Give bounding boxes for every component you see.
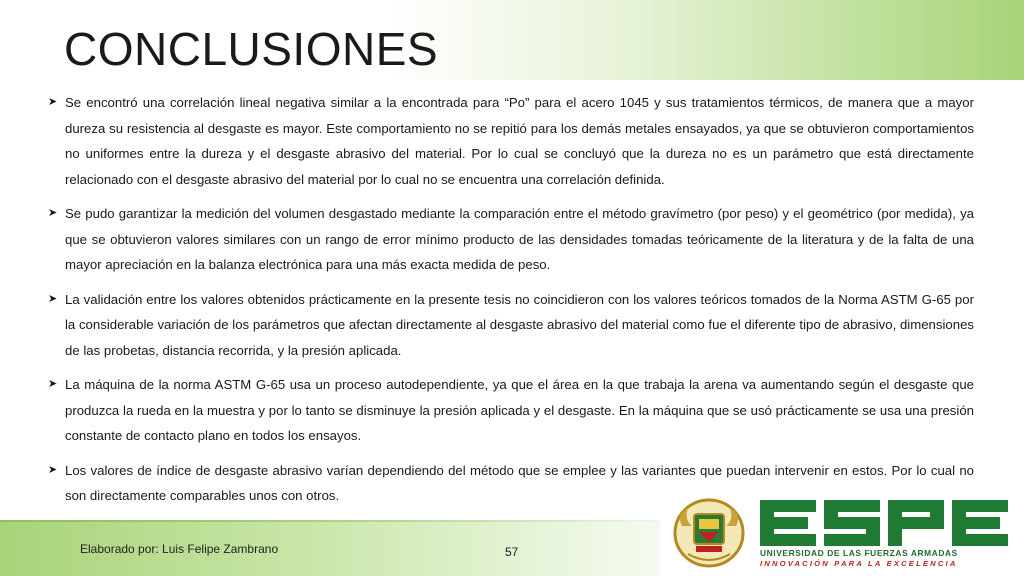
espe-wordmark	[760, 500, 1010, 546]
arrow-bullet-icon: ➤	[48, 463, 58, 476]
arrow-bullet-icon: ➤	[48, 207, 58, 219]
bullet-item	[48, 287, 974, 364]
arrow-bullet-icon: ➤	[48, 96, 58, 108]
bullet-item	[48, 372, 974, 449]
slide-title: CONCLUSIONES	[64, 23, 439, 75]
bullet-text: La validación entre los valores obtenidos prácticamente en la presente tesis no coincidieron con los valores teóricos tomados de la Norma ASTM G-65 por la considerable variación de los parámetros que afectan directamente al desgaste abrasivo del material como fue el diferente tipo de abrasivo, dimensiones de las probetas, distancia recorrida, y la presión aplicada.	[65, 291, 974, 358]
bullet-list	[48, 90, 974, 518]
bullet-text: La máquina de la norma ASTM G-65 usa un proceso autodependiente, ya que el área en la que trabaja la arena va aumentando según el desgaste que produzca la rueda en la muestra y por lo tanto se disminuye la presión aplicada y el desgaste. En la máquina que se usó prácticamente se usa una presión constante de contacto plano en todos los ensayos.	[65, 377, 974, 443]
espe-logo	[660, 490, 1024, 576]
bullet-text: Los valores de índice de desgaste abrasivo varían dependiendo del método que se emplee y las variantes que puedan intervenir en estos. Por lo cual no son directamente comparables unos con otros.	[65, 462, 974, 503]
bullet-text: Se encontró una correlación lineal negativa similar a la encontrada para “Po” para el acero 1045 y sus tratamientos térmicos, de manera que a mayor dureza su resistencia al desgaste es mayor. Este comportamiento no se repitió para los demás metales ensayados, ya que se obtuvieron comportamientos no uniformes entre la dureza y el desgaste abrasivo del material. Por lo cual se concluyó que la dureza no es un parámetro que está directamente relacionado con el desgaste abrasivo del material por lo cual no se encuentra una correlación definida.	[65, 95, 974, 187]
arrow-bullet-icon: ➤	[48, 378, 58, 390]
bullet-item	[48, 201, 974, 278]
university-seal-icon	[672, 496, 746, 570]
bullet-text: Se pudo garantizar la medición del volumen desgastado mediante la comparación entre el método gravímetro (por peso) y el geométrico (por medida), ya que se obtuvieron valores similares con un rango de error mínimo producto de las densidades tomadas teóricamente de la literatura y de la falta de una mayor apreciación en la balanza electrónica para una más exacta medida de peso.	[65, 206, 974, 272]
footer-divider	[0, 520, 700, 522]
page-number: 57	[505, 545, 519, 559]
university-name: UNIVERSIDAD DE LAS FUERZAS ARMADAS	[760, 548, 958, 558]
author-credit: Elaborado por: Luis Felipe Zambrano	[80, 542, 279, 556]
arrow-bullet-icon: ➤	[48, 292, 58, 305]
university-slogan: INNOVACIÓN PARA LA EXCELENCIA	[760, 559, 958, 568]
bullet-item	[48, 90, 974, 192]
